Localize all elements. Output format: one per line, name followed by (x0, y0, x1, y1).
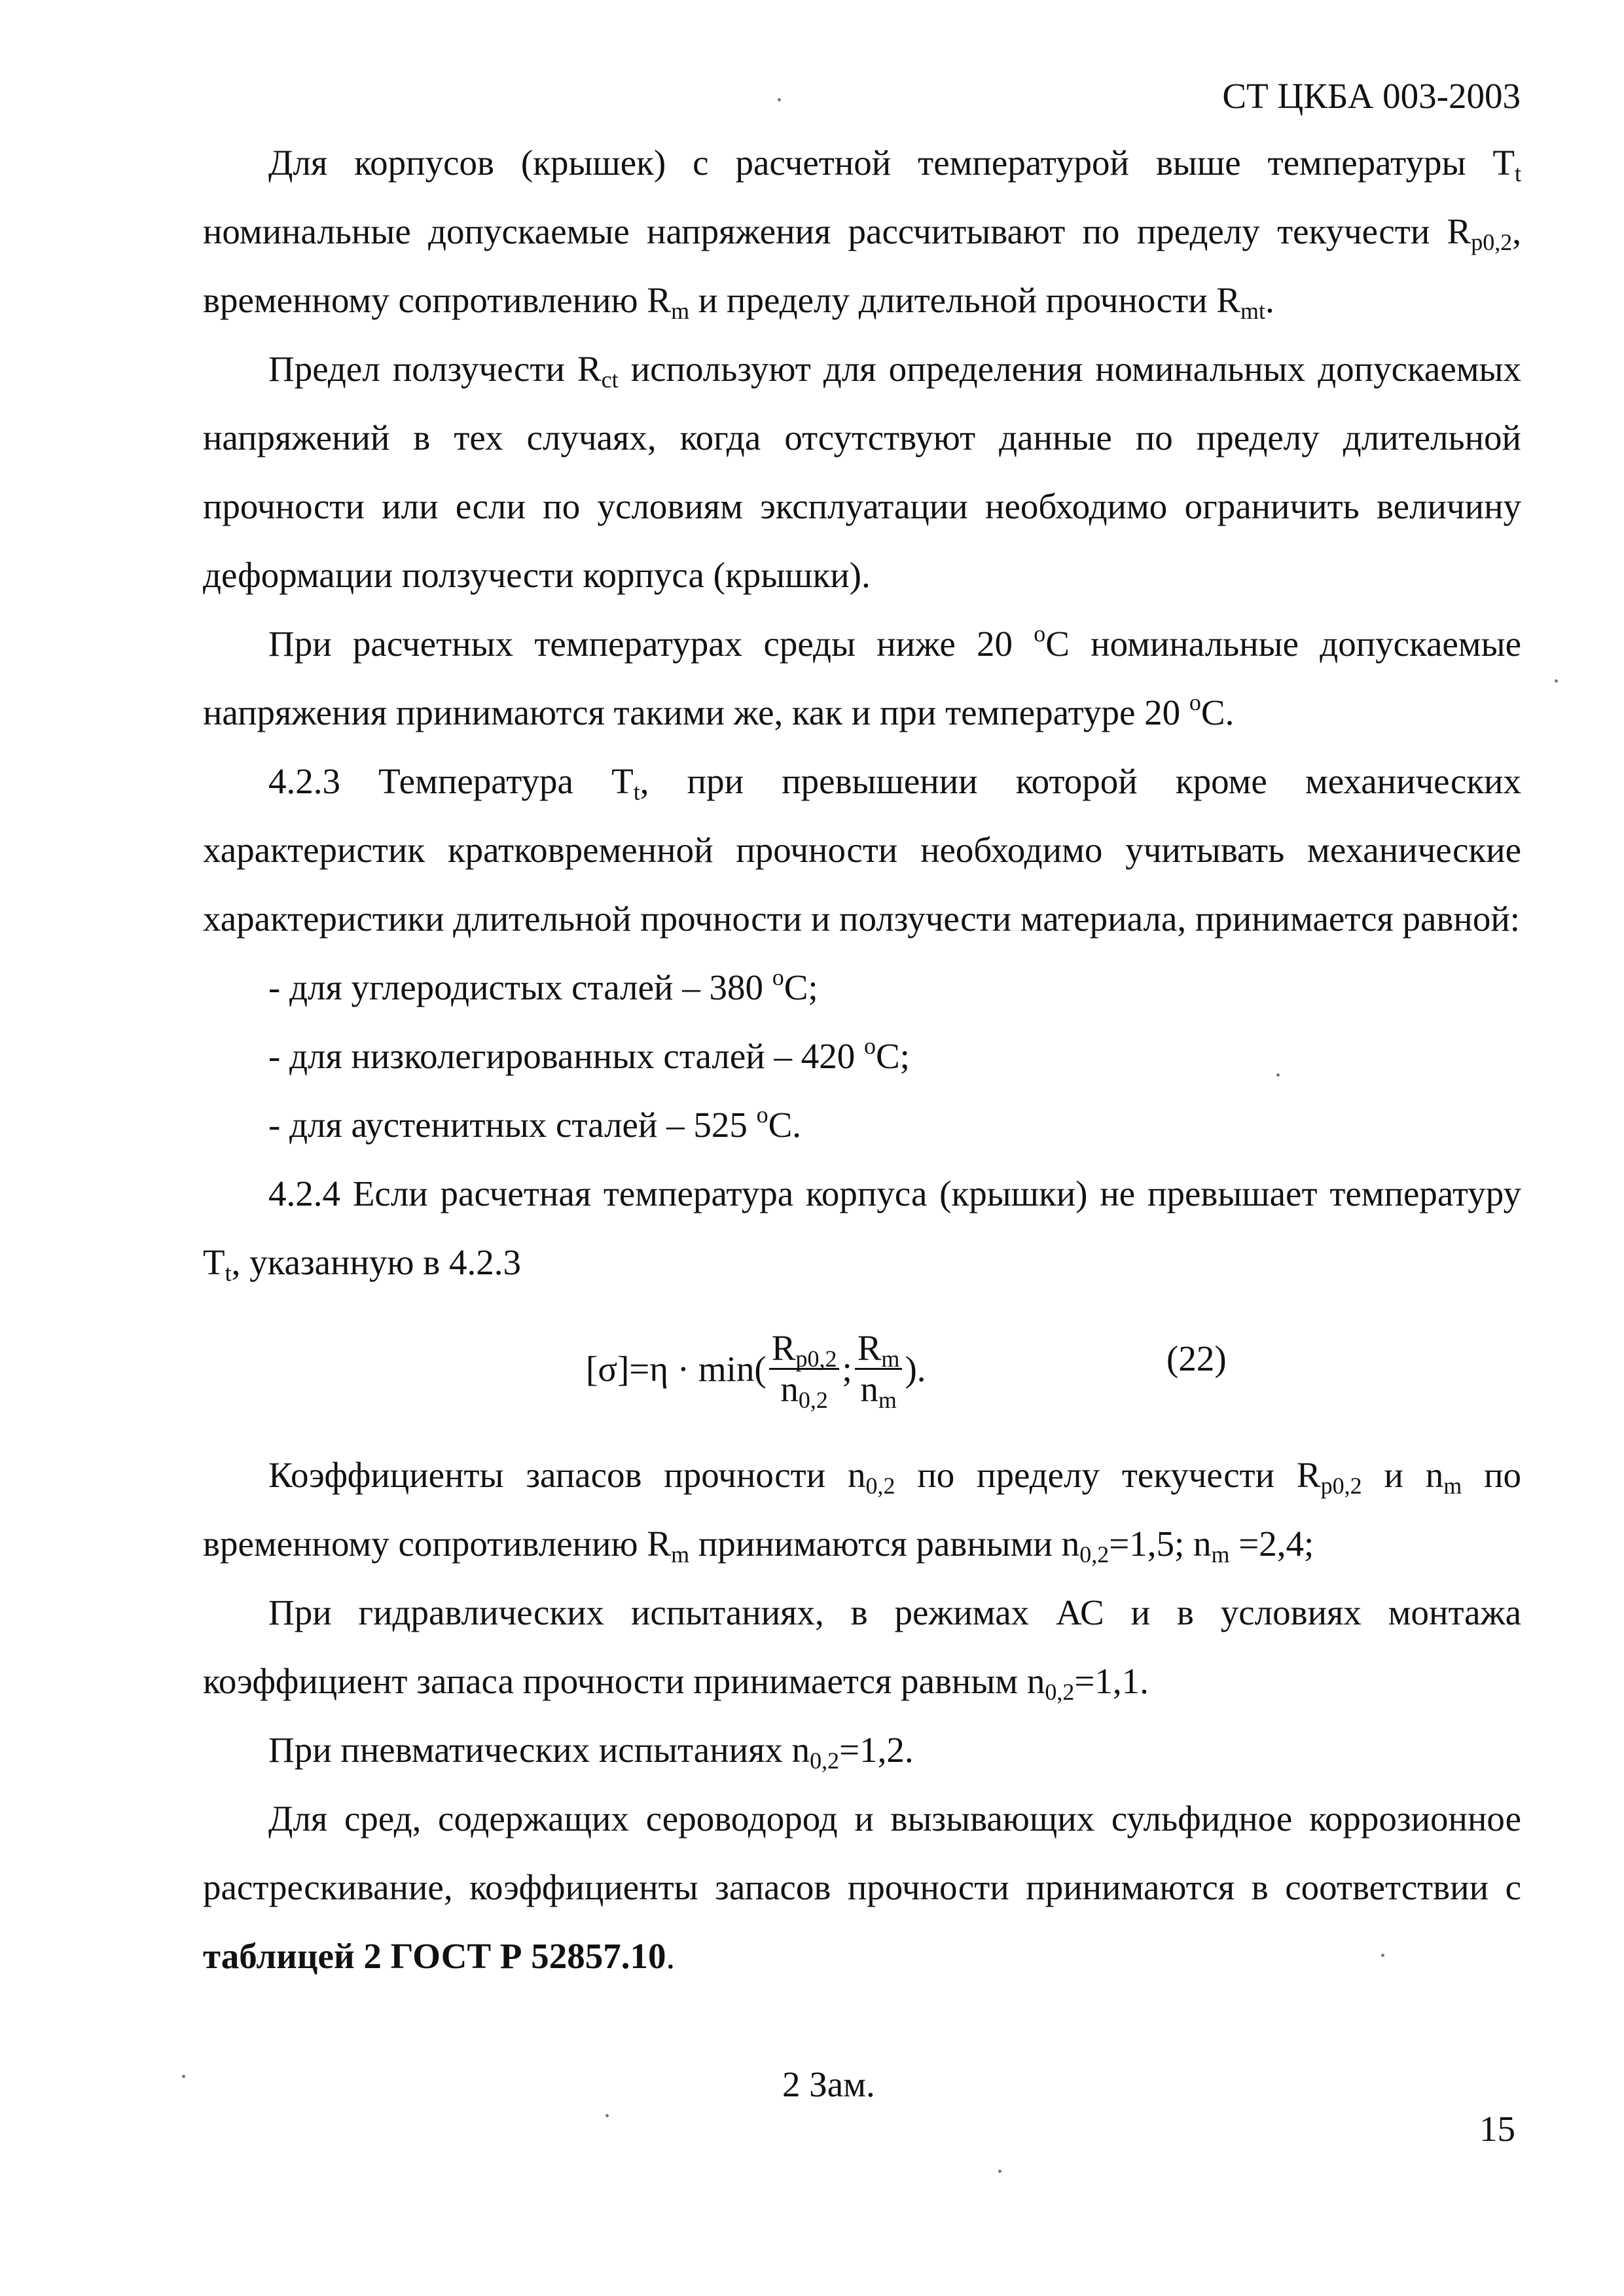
list-item: - для низколегированных сталей – 420 $^о$С; (268, 1033, 910, 1076)
fraction-numerator: $R_{p0,2}$ (769, 1329, 840, 1370)
fraction-tensile (855, 1327, 903, 1413)
paragraph-safety-factors: Коэффициенты запасов прочности $n_{0,2}$ по пределу текучести $R_{p0,2}$ и $n_m$ по временному сопротивлению $R_m$ принимаются равными $n_{0,2}=1,5$; $n_m =2,4$; (203, 1455, 1522, 1568)
scan-speck (182, 2075, 185, 2078)
paragraph-low-temperature: При расчетных температурах среды ниже 20 $^о$С номинальные допускаемые напряжения принимаются такими же, как и при температуре 20 $^о$С. (203, 620, 1521, 732)
standard-reference: таблицей 2 ГОСТ Р 52857.10 (203, 1936, 666, 1976)
scan-speck (998, 2170, 1001, 2173)
page-number: 15 (1479, 2109, 1515, 2149)
scan-speck (778, 98, 781, 101)
fraction-denominator: $n_m$ (860, 1369, 897, 1413)
formula-expression (586, 1310, 926, 1427)
formula-lhs: [σ]=η · min( (586, 1348, 767, 1389)
list-item: - для аустенитных сталей – 525 $^о$С. (268, 1102, 802, 1145)
formula-22 (203, 1297, 1521, 1441)
paragraph-design-temperature: Для корпусов (крышек) с расчетной температурой выше температуры $T_t$ номинальные допускаемые напряжения рассчитывают по пределу текучести $R_{p0,2}$, временному сопротивлению $R_m$ и пределу длительной прочности $R_{mt}$. (203, 143, 1521, 324)
fraction-denominator: $n_{0,2}$ (780, 1369, 828, 1413)
scan-speck (1276, 1073, 1280, 1077)
fraction-yield (769, 1327, 840, 1413)
scan-speck (1555, 679, 1558, 683)
scan-speck (605, 2114, 609, 2117)
paragraph-pneumatic-tests: При пневматических испытаниях $n_{0,2}=1,2$. (268, 1730, 914, 1774)
paragraph-4-2-4: 4.2.4 Если расчетная температура корпуса (крышки) не превышает температуру $T_t$, указанную в 4.2.3 (203, 1174, 1521, 1286)
paragraph-creep-limit: Предел ползучести $R_{ct}$ используют для определения номинальных допускаемых напряжений в тех случаях, когда отсутствуют данные по пределу длительной прочности или если по условиям эксплуатации необходимо ограничить величину деформации ползучести корпуса (крышки). (203, 349, 1521, 595)
paragraph-hydraulic-tests: При гидравлических испытаниях, в режимах АС и в условиях монтажа коэффициент запаса прочности принимается равным $n_{0,2}=1,1$. (203, 1592, 1521, 1705)
amendment-note: 2 Зам. (782, 2064, 875, 2104)
document-code: СТ ЦКБА 003-2003 (1222, 76, 1521, 116)
document-body (203, 128, 1521, 1990)
equation-number: (22) (1166, 1338, 1227, 1378)
fraction-numerator: $R_m$ (855, 1329, 903, 1370)
formula-rhs: ). (905, 1348, 926, 1389)
paragraph-hydrogen-sulfide: Для сред, содержащих сероводород и вызывающих сульфидное коррозионное растрескивание, коэффициенты запасов прочности принимаются в соответствии с таблицей 2 ГОСТ Р 52857.10. (203, 1799, 1521, 1976)
scan-speck (1381, 1954, 1384, 1957)
list-item: - для углеродистых сталей – 380 $^о$С; (268, 964, 818, 1007)
formula-separator: ; (842, 1348, 852, 1389)
paragraph-4-2-3: 4.2.3 Температура $T_t$, при превышении которой кроме механических характеристик кратковременной прочности необходимо учитывать механические характеристики длительной прочности и ползучести материала, принимается равной: (203, 761, 1521, 939)
